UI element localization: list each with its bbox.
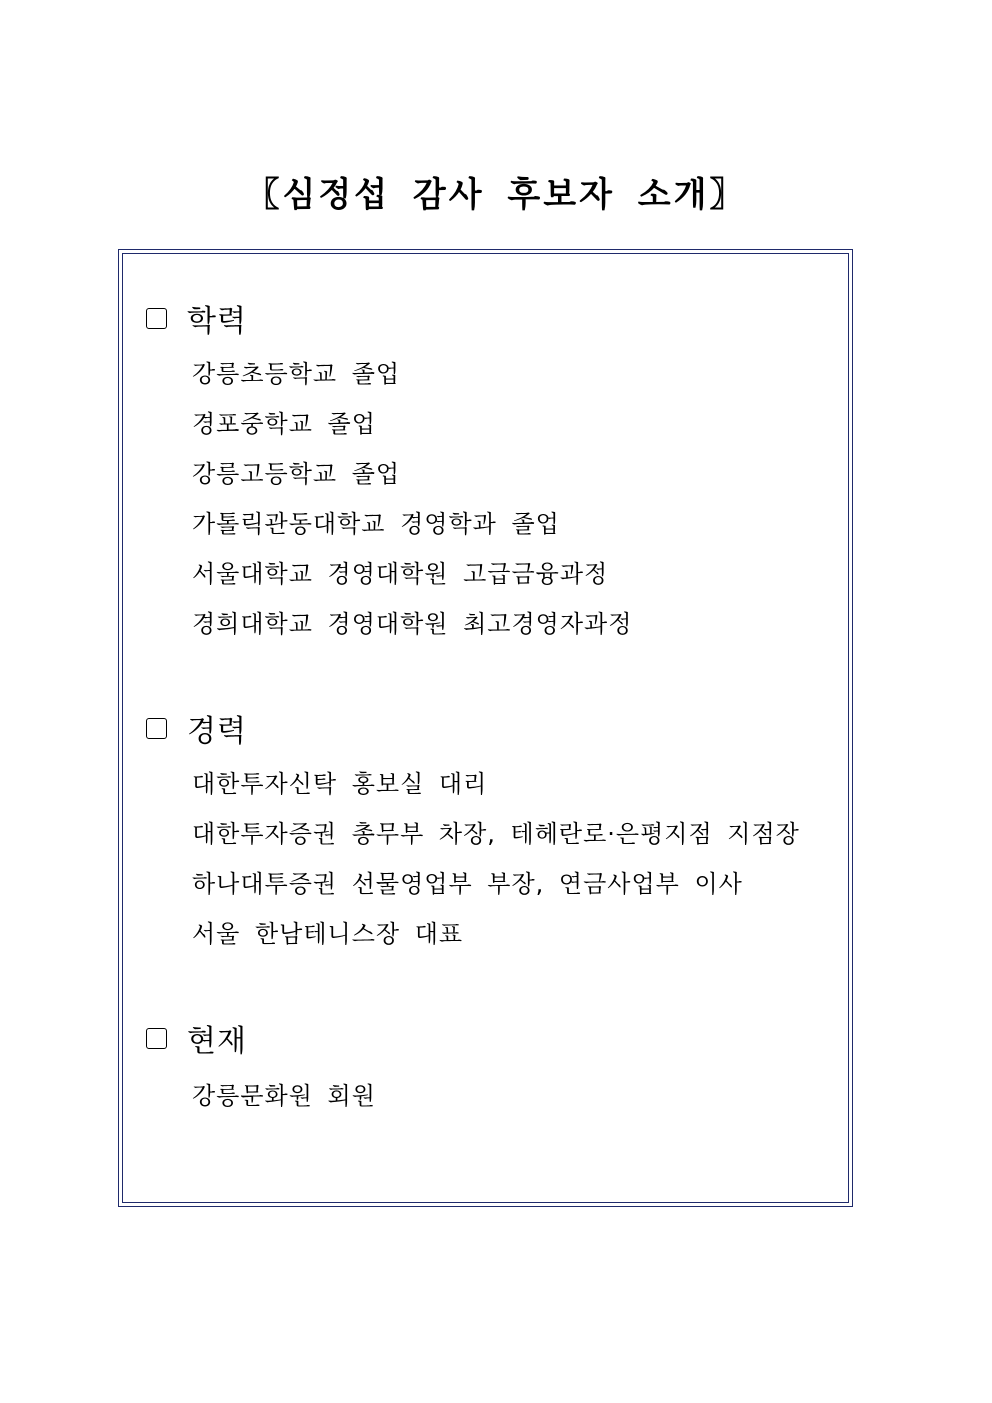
education-item: 강릉초등학교 졸업	[192, 360, 401, 388]
section-current	[146, 1018, 247, 1058]
checkbox-icon	[146, 718, 167, 739]
checkbox-icon	[146, 308, 167, 329]
education-item: 경포중학교 졸업	[192, 410, 376, 438]
section-heading-current: 현재	[187, 1024, 247, 1059]
education-item: 서울대학교 경영대학원 고급금융과정	[192, 560, 609, 588]
career-item: 하나대투증권 선물영업부 부장, 연금사업부 이사	[192, 870, 743, 898]
section-heading-education: 학력	[187, 304, 247, 339]
section-career	[146, 708, 247, 748]
section-heading-career: 경력	[187, 714, 247, 749]
education-item: 가톨릭관동대학교 경영학과 졸업	[192, 510, 560, 538]
current-item: 강릉문화원 회원	[192, 1082, 376, 1110]
section-education	[146, 298, 247, 338]
career-item: 서울 한남테니스장 대표	[192, 920, 464, 948]
career-item: 대한투자증권 총무부 차장, 테헤란로·은평지점 지점장	[192, 820, 800, 848]
education-item: 경희대학교 경영대학원 최고경영자과정	[192, 610, 633, 638]
education-item: 강릉고등학교 졸업	[192, 460, 401, 488]
document-title: 〖심정섭 감사 후보자 소개〗	[245, 175, 747, 215]
career-item: 대한투자신탁 홍보실 대리	[192, 770, 488, 798]
checkbox-icon	[146, 1028, 167, 1049]
